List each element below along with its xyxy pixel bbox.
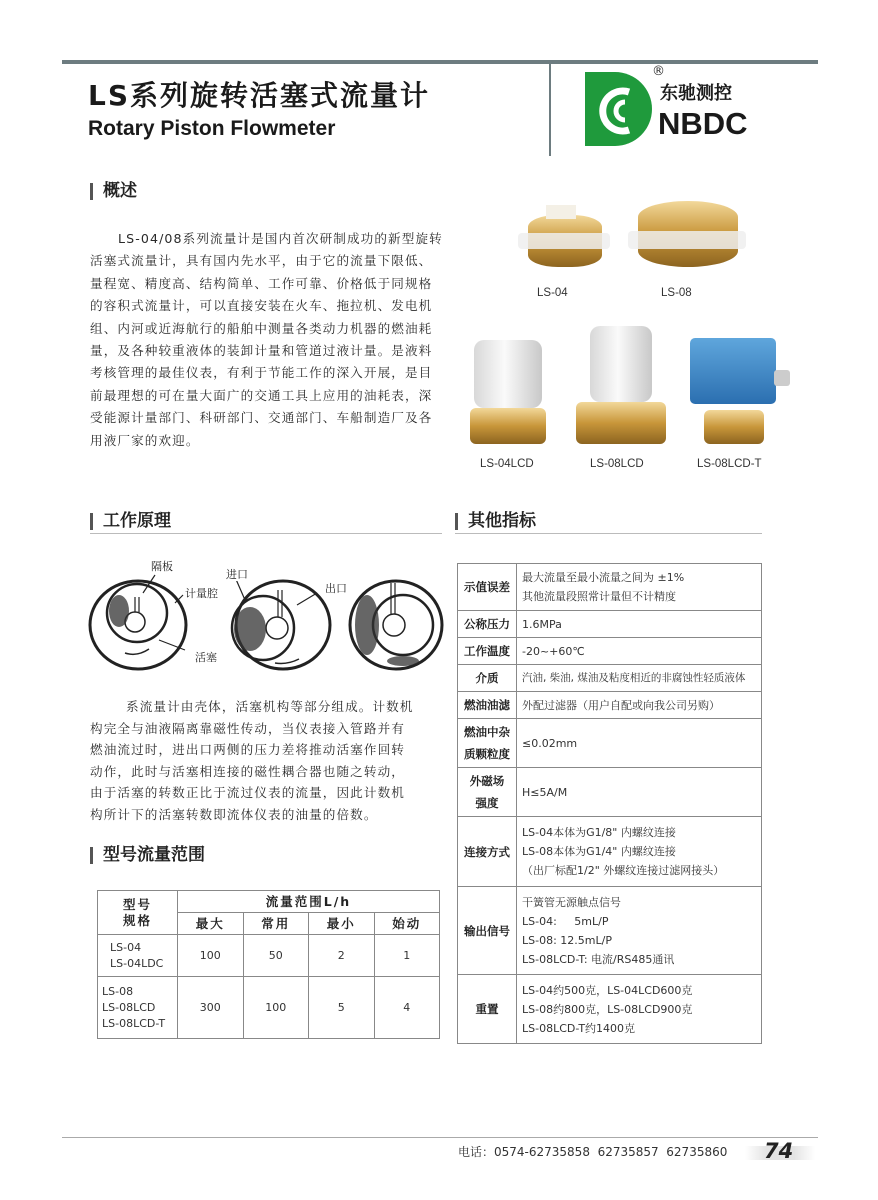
diagram-label-partition: 隔板: [151, 560, 173, 573]
text-line: 活塞式流量计，具有国内先水平，由于它的流量下限低、: [90, 253, 433, 269]
text-line: 燃油流过时，进出口两侧的压力差将推动活塞作回转: [90, 742, 405, 757]
product-image-ls08lcd-t: [686, 338, 790, 446]
page-number: 74: [764, 1139, 794, 1163]
text-line: 构完全与油液隔离靠磁性传动，当仪表接入管路并有: [90, 720, 405, 736]
table-row: LS-04 LS-04LDC 100 50 2 1: [98, 935, 440, 977]
specs-table: [457, 563, 762, 1044]
footer-phone: 电话：0574-62735858 62735857 62735860: [458, 1145, 728, 1159]
page-title-en: Rotary Piston Flowmeter: [88, 117, 336, 140]
header-common: 常用: [243, 913, 309, 935]
header-start: 始动: [374, 913, 440, 935]
header-divider: [549, 62, 551, 156]
header-max: 最大: [178, 913, 244, 935]
product-image-ls04: [518, 205, 608, 275]
section-heading-overview: 概述: [90, 183, 137, 200]
table-row: 燃油中杂 质颗粒度 ≤0.02mm: [458, 719, 762, 768]
nbdc-logo-icon: [585, 72, 655, 146]
header-model: 型号 规格: [98, 891, 178, 935]
text-line: 系流量计由壳体，活塞机构等部分组成。计数机: [126, 699, 414, 714]
product-label: LS-08LCD-T: [697, 458, 762, 470]
principle-paragraph: [90, 696, 440, 825]
text-line: 构所计下的活塞转数即流体仪表的油量的倍数。: [90, 806, 378, 822]
product-label: LS-08: [661, 287, 692, 299]
table-row: LS-08 LS-08LCD LS-08LCD-T 300 100 5 4: [98, 977, 440, 1039]
table-row: 输出信号 干簧管无源触点信号 LS-04: 5mL/P LS-08: 12.5mL/P LS-08LCD-T: 电流/RS485通讯: [458, 887, 762, 975]
section-divider: [90, 533, 442, 534]
principle-diagram: [85, 545, 445, 690]
table-row: 工作温度 -20~+60℃: [458, 638, 762, 665]
table-row: 外磁场 强度 H≤5A/M: [458, 768, 762, 817]
registered-mark: ®: [652, 64, 665, 79]
text-line: 组、内河或近海航行的船舶中测量各类动力机器的燃油耗: [90, 320, 433, 336]
text-line: 量，及各种较重液体的装卸计量和管道过液计量。是液料: [90, 343, 433, 359]
table-row: 连接方式 LS-04本体为G1/8" 内螺纹连接 LS-08本体为G1/4" 内螺纹连接 （出厂标配1/2" 外螺纹连接过滤网接头）: [458, 817, 762, 887]
section-heading-flow-range: 型号流量范围: [90, 847, 205, 864]
header-min: 最小: [309, 913, 375, 935]
product-image-ls04lcd: [470, 340, 546, 446]
page-title-cn: LS系列旋转活塞式流量计: [88, 79, 431, 112]
section-heading-specs: 其他指标: [455, 513, 536, 530]
flow-range-table: [97, 890, 440, 1039]
text-line: 考核管理的最佳仪表，有利于节能工作的深入开展，是目: [90, 365, 433, 381]
top-rule: [62, 60, 818, 64]
text-line: 的容积式流量计，可以直接安装在火车、拖拉机、发电机: [90, 298, 433, 314]
header-flow-group: 流量范围L/h: [178, 891, 440, 913]
text-line: LS-04/08系列流量计是国内首次研制成功的新型旋转: [118, 231, 443, 246]
product-label: LS-04: [537, 287, 568, 299]
table-row: 燃油油滤 外配过滤器（用户自配或向我公司另购）: [458, 692, 762, 719]
diagram-label-outlet: 出口: [325, 582, 347, 595]
table-row: 重置 LS-04约500克，LS-04LCD600克 LS-08约800克，LS-08LCD900克 LS-08LCD-T约1400克: [458, 975, 762, 1044]
text-line: 量程宽、精度高、结构简单、工作可靠、价格低于同规格: [90, 275, 433, 291]
text-line: 前最理想的可在量大面广的交通工具上应用的油耗表，深: [90, 387, 433, 403]
diagram-label-chamber: 计量腔: [185, 587, 218, 600]
diagram-label-piston: 活塞: [195, 651, 217, 664]
logo-text-en: NBDC: [658, 106, 748, 141]
overview-paragraph: [90, 228, 450, 452]
footer-rule: [62, 1137, 818, 1138]
product-image-ls08: [628, 195, 746, 273]
table-row: 公称压力 1.6MPa: [458, 611, 762, 638]
logo-text-cn: 东驰测控: [660, 83, 732, 104]
diagram-label-inlet: 进口: [226, 568, 248, 581]
text-line: 由于活塞的转数正比于流过仪表的流量，因此计数机: [90, 785, 405, 800]
text-line: 受能源计量部门、科研部门、交通部门、车船制造厂及各: [90, 410, 433, 426]
text-line: 动作，此时与活塞相连接的磁性耦合器也随之转动，: [90, 763, 405, 779]
product-label: LS-04LCD: [480, 458, 534, 470]
section-divider: [455, 533, 762, 534]
section-heading-principle: 工作原理: [90, 513, 171, 530]
product-label: LS-08LCD: [590, 458, 644, 470]
table-row: 示值误差 最大流量至最小流量之间为 ±1% 其他流量段照常计量但不计精度: [458, 564, 762, 611]
table-row: 介质 汽油, 柴油, 煤油及粘度相近的非腐蚀性轻质液体: [458, 665, 762, 692]
text-line: 用液厂家的欢迎。: [90, 432, 200, 448]
product-image-ls08lcd: [576, 326, 666, 446]
